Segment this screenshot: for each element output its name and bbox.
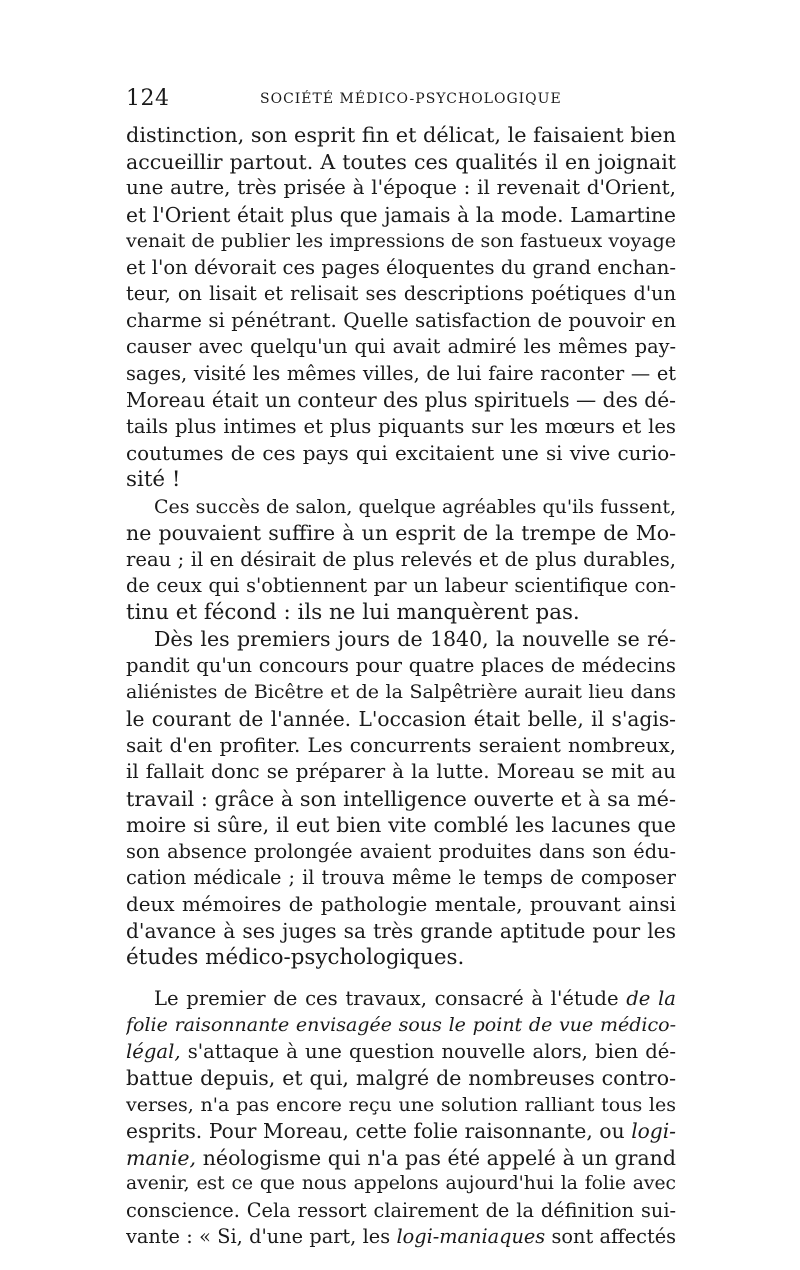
text-line: charme si pénétrant. Quelle satisfaction de pouvoir en [126, 308, 676, 332]
text-line: sait d'en profiter. Les concurrents seraient nombreux, [126, 733, 676, 757]
text-line: le courant de l'année. L'occasion était belle, il s'agis- [126, 707, 676, 732]
italic-run: manie, [126, 1145, 197, 1170]
running-head [126, 86, 676, 116]
text-line: Moreau était un conteur des plus spirituels — des dé- [126, 388, 676, 413]
text-run: esprits. Pour Moreau, cette folie raisonnante, ou [126, 1119, 632, 1144]
text-line: il fallait donc se préparer à la lutte. Moreau se mit au [126, 760, 676, 784]
text-run: sont affectés [545, 1225, 676, 1249]
text-line: coutumes de ces pays qui excitaient une si vive curio- [126, 441, 676, 465]
text-line: sages, visité les mêmes villes, de lui faire raconter — et [126, 361, 676, 385]
text-line: deux mémoires de pathologie mentale, prouvant ainsi [126, 892, 676, 916]
running-title: SOCIÉTÉ MÉDICO-PSYCHOLOGIQUE [260, 91, 562, 107]
page-number: 124 [126, 86, 170, 111]
text-line [126, 1039, 676, 1066]
text-run: Le premier de ces travaux, consacré à l'étude [154, 986, 627, 1010]
text-line: venait de publier les impressions de son fastueux voyage [126, 230, 676, 253]
text-line: reau ; il en désirait de plus relevés et de plus durables, [126, 547, 676, 571]
text-line: d'avance à ses juges sa très grande aptitude pour les [126, 919, 676, 944]
paragraph-gap [126, 972, 676, 986]
text-line [126, 1118, 676, 1145]
italic-run: logi- [631, 1119, 676, 1144]
text-line: et l'Orient était plus que jamais à la mode. Lamartine [126, 202, 676, 227]
text-line: battue depuis, et qui, malgré de nombreuses contro- [126, 1066, 676, 1091]
italic-run: folie raisonnante envisagée sous le point de vue médico- [126, 1014, 676, 1037]
text-line [126, 1145, 676, 1172]
text-line: Ces succès de salon, quelque agréables qu'ils fussent, [154, 495, 676, 518]
text-line: causer avec quelqu'un qui avait admiré les mêmes pay- [126, 335, 676, 359]
text-line: distinction, son esprit fin et délicat, le faisaient bien [126, 123, 676, 147]
text-line: tails plus intimes et plus piquants sur les mœurs et les [126, 415, 676, 439]
text-line: conscience. Cela ressort clairement de la définition sui- [126, 1198, 676, 1222]
text-line: son absence prolongée avaient produites dans son édu- [126, 839, 676, 863]
italic-run: légal, [126, 1039, 181, 1063]
text-line: et l'on dévorait ces pages éloquentes du grand enchan- [126, 255, 676, 279]
text-line: teur, on lisait et relisait ses descriptions poétiques d'un [126, 282, 676, 306]
text-line: moire si sûre, il eut bien vite comblé les lacunes que [126, 813, 676, 838]
text-line: avenir, est ce que nous appelons aujourd'hui la folie avec [126, 1173, 676, 1195]
text-run: néologisme qui n'a pas été appelé à un grand [196, 1145, 676, 1170]
text-run: vante : « Si, d'une part, les [126, 1225, 397, 1249]
text-line: de ceux qui s'obtiennent par un labeur scientifique con- [126, 574, 676, 598]
text-line: accueillir partout. A toutes ces qualités il en joignait [126, 149, 676, 174]
text-line: tinu et fécond : ils ne lui manquèrent pas. [126, 599, 580, 625]
body-text [126, 122, 676, 1251]
text-line: travail : grâce à son intelligence ouverte et à sa mé- [126, 786, 676, 811]
text-line: pandit qu'un concours pour quatre places de médecins [126, 653, 676, 677]
text-line [126, 1224, 676, 1251]
text-line: une autre, très prisée à l'époque : il revenait d'Orient, [126, 176, 676, 200]
text-line: ne pouvaient suffire à un esprit de la trempe de Mo- [126, 521, 676, 546]
italic-run: logi-maniaques [396, 1225, 546, 1249]
text-line: sité ! [126, 467, 181, 493]
text-line [126, 986, 676, 1013]
text-line [126, 1012, 676, 1039]
italic-run: de la [626, 986, 676, 1010]
text-line: aliénistes de Bicêtre et de la Salpêtrière aurait lieu dans [126, 681, 676, 704]
text-line: Dès les premiers jours de 1840, la nouvelle se ré- [154, 627, 676, 652]
text-run: s'attaque à une question nouvelle alors, bien dé- [180, 1039, 676, 1063]
text-line: études médico-psychologiques. [126, 944, 465, 970]
text-line: verses, n'a pas encore reçu une solution ralliant tous les [126, 1093, 676, 1116]
text-line: cation médicale ; il trouva même le temps de composer [126, 866, 676, 890]
